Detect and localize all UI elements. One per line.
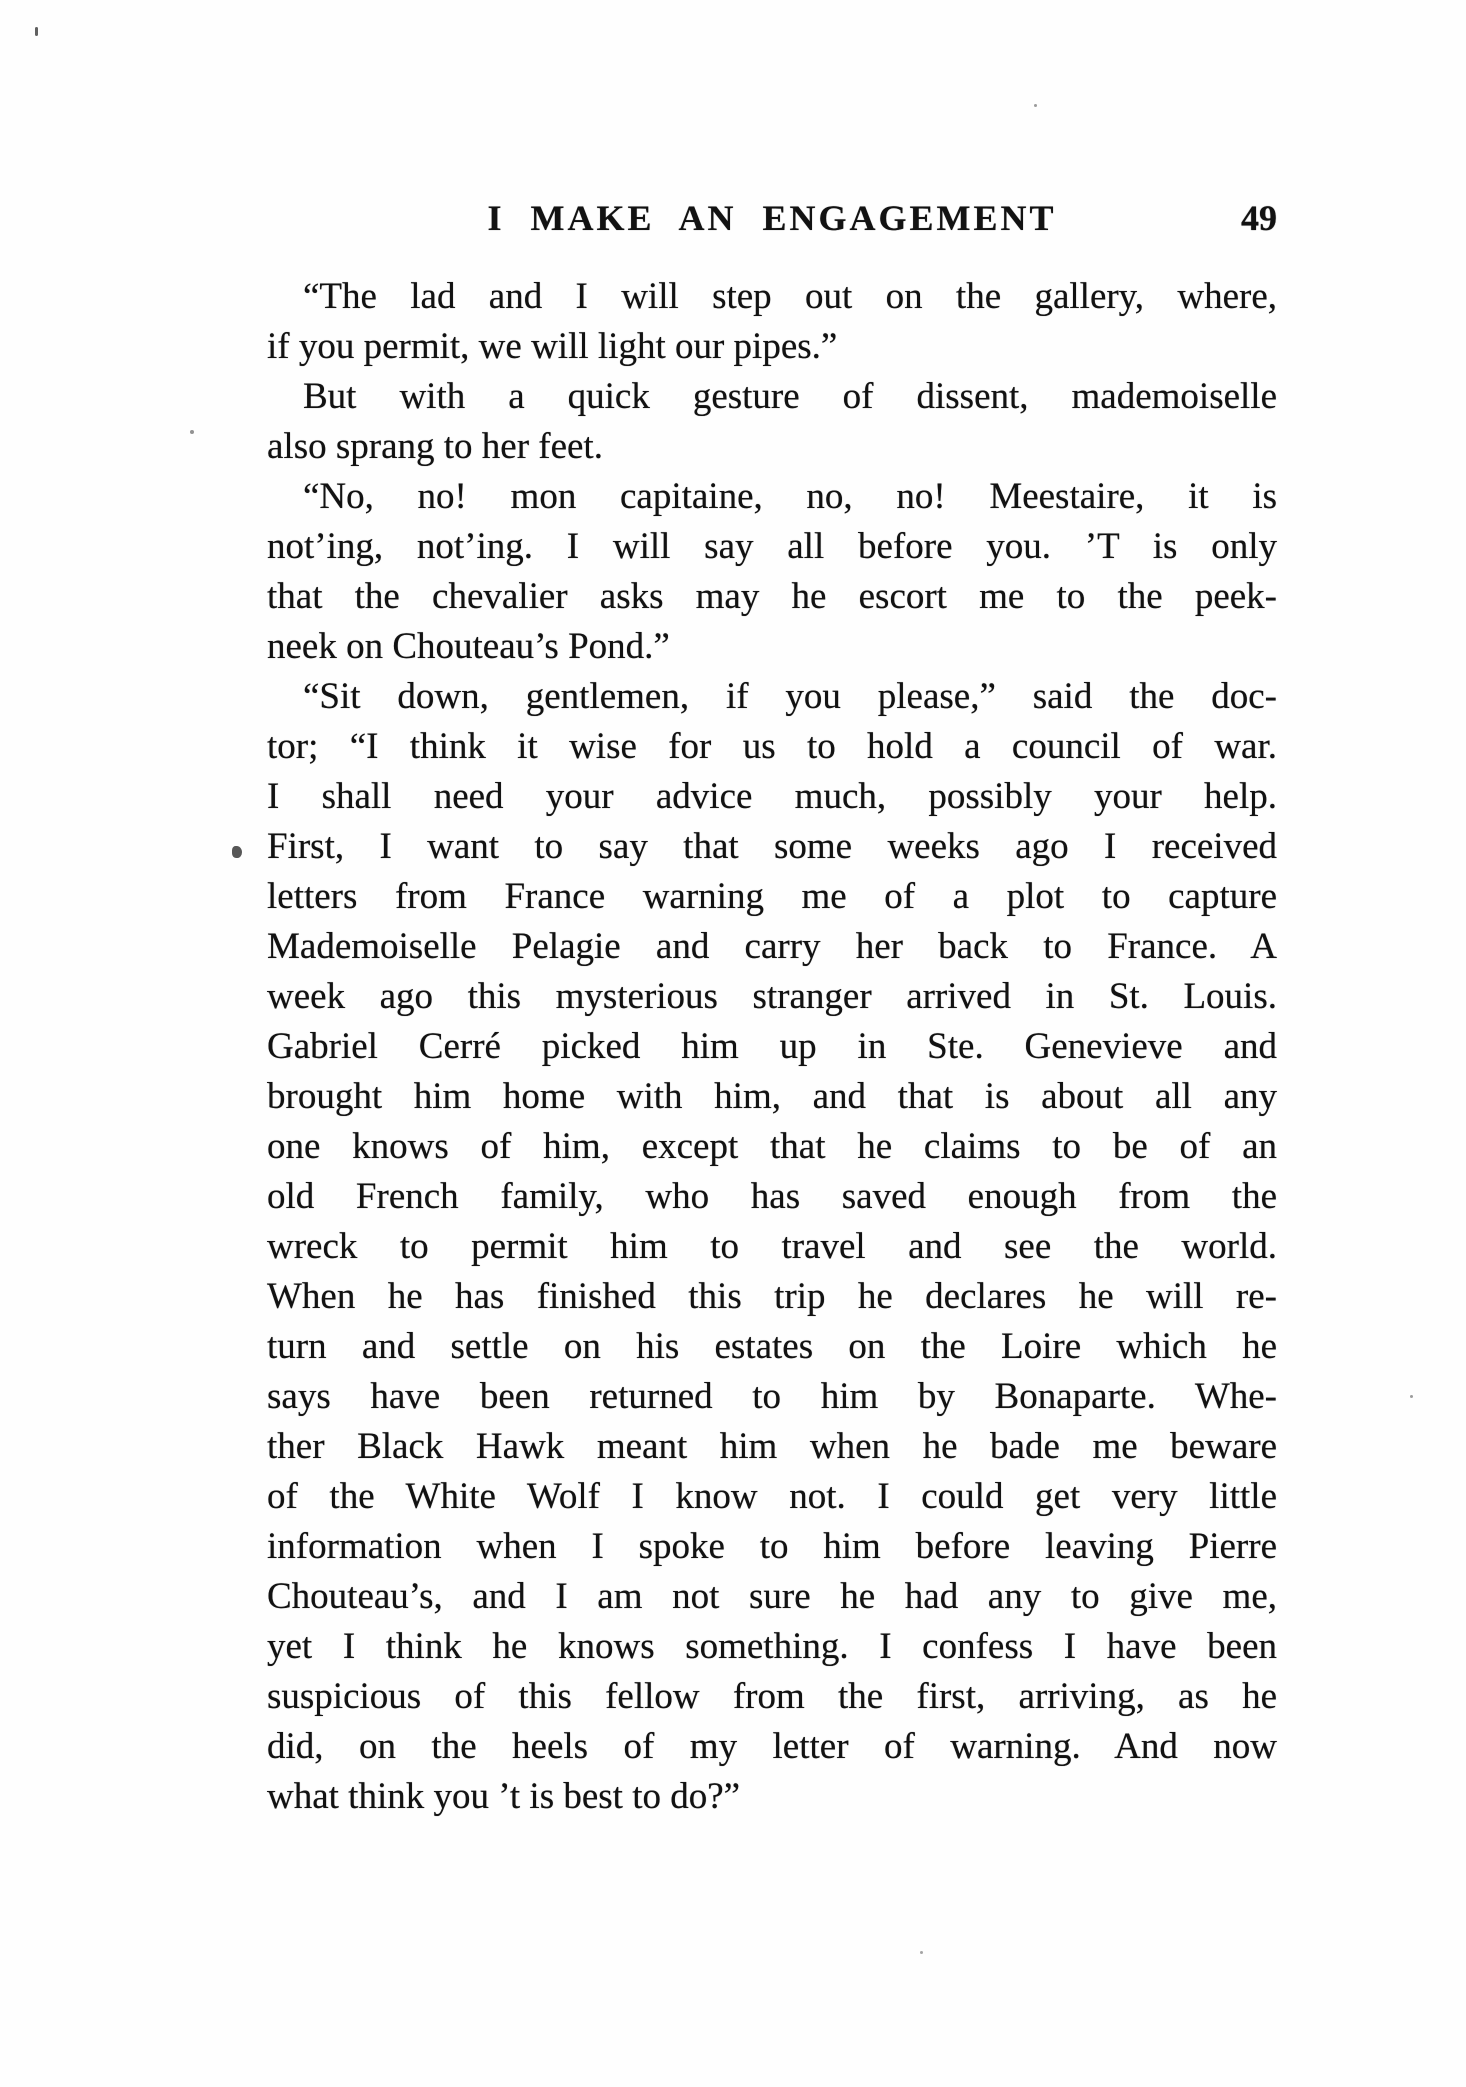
text-line: also sprang to her feet. — [267, 426, 603, 467]
text-line: week ago this mysterious stranger arrived in St. Louis. — [267, 976, 1277, 1017]
text-line: “The lad and I will step out on the gallery, where, — [303, 276, 1277, 317]
text-line: Gabriel Cerré picked him up in Ste. Genevieve and — [267, 1026, 1277, 1067]
text-line: tor; “I think it wise for us to hold a council of war. — [267, 726, 1277, 767]
running-header — [267, 197, 1277, 243]
page-text — [267, 272, 1277, 1822]
scan-speck — [920, 1951, 923, 1954]
text-line: if you permit, we will light our pipes.” — [267, 326, 838, 367]
text-line: “Sit down, gentlemen, if you please,” said the doc- — [303, 676, 1277, 717]
text-line: Chouteau’s, and I am not sure he had any to give me, — [267, 1576, 1277, 1617]
text-line: brought him home with him, and that is about all any — [267, 1076, 1277, 1117]
text-line: But with a quick gesture of dissent, mademoiselle — [303, 376, 1277, 417]
text-line: old French family, who has saved enough from the — [267, 1176, 1277, 1217]
text-line: neek on Chouteau’s Pond.” — [267, 626, 670, 667]
text-line: information when I spoke to him before leaving Pierre — [267, 1526, 1277, 1567]
text-line: turn and settle on his estates on the Loire which he — [267, 1326, 1277, 1367]
text-line: First, I want to say that some weeks ago I received — [267, 826, 1277, 867]
text-line: not’ing, not’ing. I will say all before you. ’T is only — [267, 526, 1277, 567]
text-line: one knows of him, except that he claims to be of an — [267, 1126, 1277, 1167]
text-line: yet I think he knows something. I confess I have been — [267, 1626, 1277, 1667]
text-line: letters from France warning me of a plot to capture — [267, 876, 1277, 917]
text-line: suspicious of this fellow from the first, arriving, as he — [267, 1676, 1277, 1717]
page-number: 49 — [1241, 198, 1277, 238]
text-line: did, on the heels of my letter of warning. And now — [267, 1726, 1277, 1767]
text-line: ther Black Hawk meant him when he bade me beware — [267, 1426, 1277, 1467]
chapter-title: I MAKE AN ENGAGEMENT — [487, 198, 1057, 238]
scan-speck — [35, 27, 38, 36]
scan-speck — [1410, 1395, 1413, 1398]
text-line: what think you ’t is best to do?” — [267, 1776, 741, 1817]
scan-speck — [1034, 104, 1037, 107]
text-line: When he has finished this trip he declares he will re- — [267, 1276, 1277, 1317]
text-line: of the White Wolf I know not. I could get very little — [267, 1476, 1277, 1517]
ink-blot — [232, 846, 242, 858]
text-line: that the chevalier asks may he escort me to the peek- — [267, 576, 1277, 617]
text-line: Mademoiselle Pelagie and carry her back to France. A — [267, 926, 1277, 967]
text-line: I shall need your advice much, possibly your help. — [267, 776, 1277, 817]
scan-speck — [190, 430, 194, 434]
text-line: wreck to permit him to travel and see the world. — [267, 1226, 1277, 1267]
text-line: says have been returned to him by Bonaparte. Whe- — [267, 1376, 1277, 1417]
text-line: “No, no! mon capitaine, no, no! Meestaire, it is — [303, 476, 1277, 517]
